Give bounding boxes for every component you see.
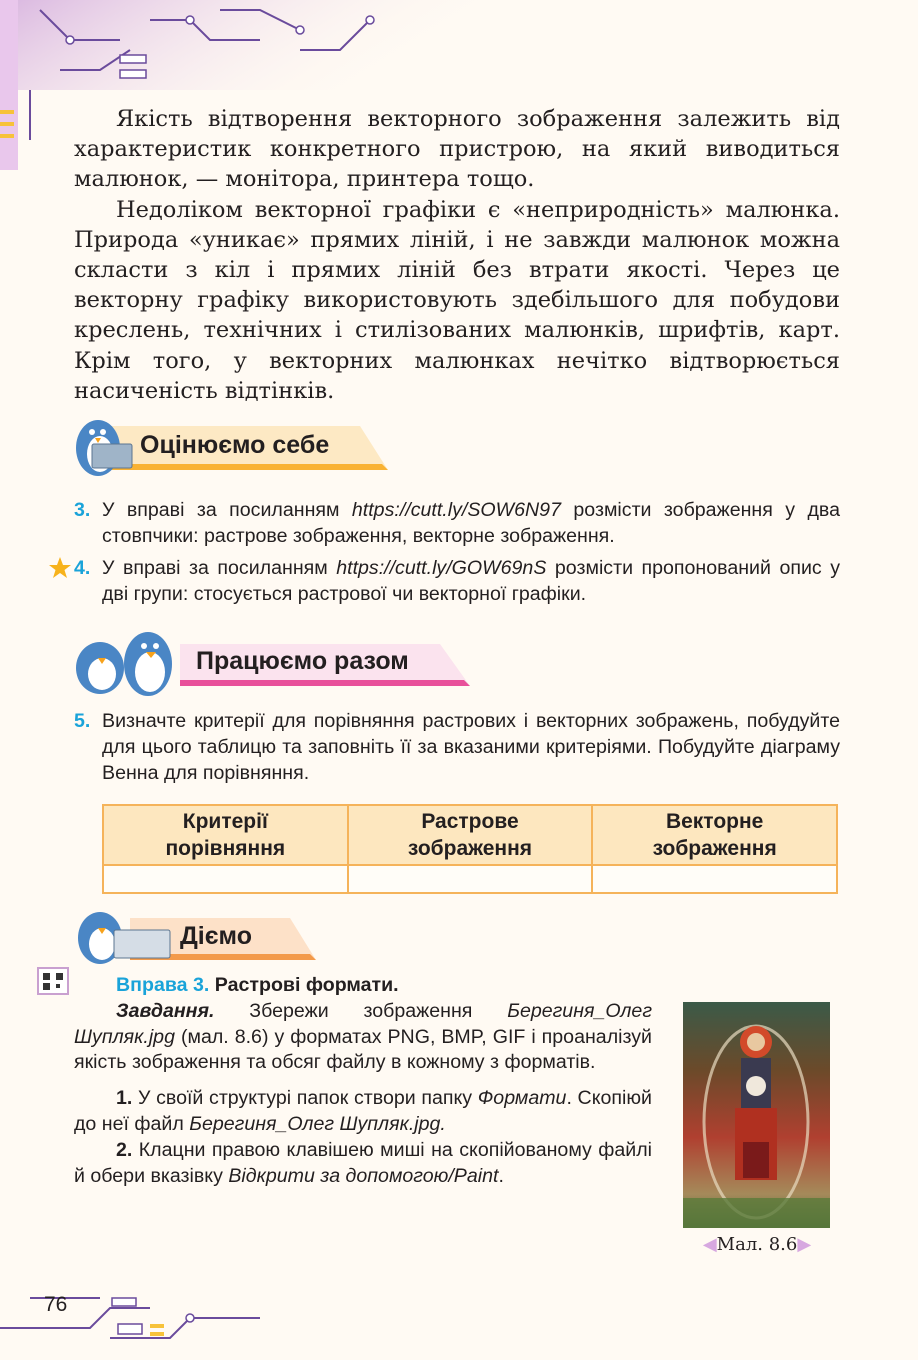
table-header-cell: Растрове зображення (348, 805, 593, 865)
paragraph: Якість відтворення векторного зображення залежить від характеристик конкретного пристрою, на який виводиться малюнок, — монітора, принтера тощо. (74, 106, 840, 193)
figure-caption: ◀Мал. 8.6▶ (702, 1234, 812, 1255)
intro-paragraphs (74, 104, 840, 406)
criteria-table (102, 804, 838, 894)
star-icon (48, 556, 72, 580)
painting-image (683, 1002, 830, 1228)
section-title-assess: Оцінюємо себе (140, 431, 330, 459)
section-title-act: Діємо (180, 922, 252, 950)
page-number: 76 (44, 1293, 68, 1316)
task-link[interactable]: https://cutt.ly/GOW69nS (336, 557, 547, 579)
section-title-together: Працюємо разом (196, 647, 409, 675)
task-link[interactable]: https://cutt.ly/SOW6N97 (351, 499, 561, 521)
table-cell (103, 865, 348, 893)
caption-right-arrow-icon: ▶ (797, 1234, 812, 1255)
table-header-cell: Критерії порівняння (103, 805, 348, 865)
exercise-step-1: 1. У своїй структурі папок створи папку Формати. Скопіюй до неї файл Берегиня_Олег Шупляк.jpg. (74, 1087, 652, 1135)
table-header-cell: Векторне зображення (592, 805, 837, 865)
table-header-row (103, 805, 837, 865)
exercise-step-2: 2. Клацни правою клавішею миші на скопійованому файлі й обери вказівку Відкрити за допомогою/Paint. (74, 1138, 652, 1187)
table-cell (592, 865, 837, 893)
table-row (103, 865, 837, 893)
exercise-task: Завдання. Збережи зображення Берегиня_Олег Шупляк.jpg (мал. 8.6) у форматах PNG, BMP, GIF і проаналізуй якість зображення та обсяг файлу в кожному з форматів. (74, 999, 652, 1074)
task-4: 4. У вправі за посиланням https://cutt.ly/GOW69nS розмісти пропонований опис у дві групи: стосується растрової чи векторної графіки. (74, 557, 840, 605)
task-number: 3. (74, 499, 91, 521)
task-number: 5. (74, 710, 91, 732)
figure-berehynia-painting (683, 1002, 830, 1228)
exercise-heading: Вправа 3. Растрові формати. (116, 974, 399, 996)
task-number: 4. (74, 557, 91, 579)
task-3: 3. У вправі за посиланням https://cutt.ly/SOW6N97 розмісти зображення у два стовпчики: растрове зображення, векторне зображення. (74, 499, 840, 547)
penguins-icon (76, 632, 172, 696)
paragraph: Недоліком векторної графіки є «неприродність» малюнка. Природа «уникає» прямих ліній, і не завжди малюнок можна скласти з кіл і прямих ліній без втрати якості. Через це векторну графіку використовують здебільшого для побудови креслень, технічних і стилізованих малюнків, шрифтів, карт. Крім того, у векторних малюнках нечітко відтворюється насиченість відтінків. (74, 196, 840, 404)
caption-left-arrow-icon: ◀ (702, 1234, 717, 1255)
task-5: 5. Визначте критерії для порівняння растрових і векторних зображень, побудуйте для цього таблицю та заповніть її за вказаними критеріями. Побудуйте діаграму Венна для порівняння. (74, 710, 840, 784)
table-cell (348, 865, 593, 893)
qr-code-icon[interactable] (36, 966, 72, 998)
exercise-block (74, 973, 652, 1189)
